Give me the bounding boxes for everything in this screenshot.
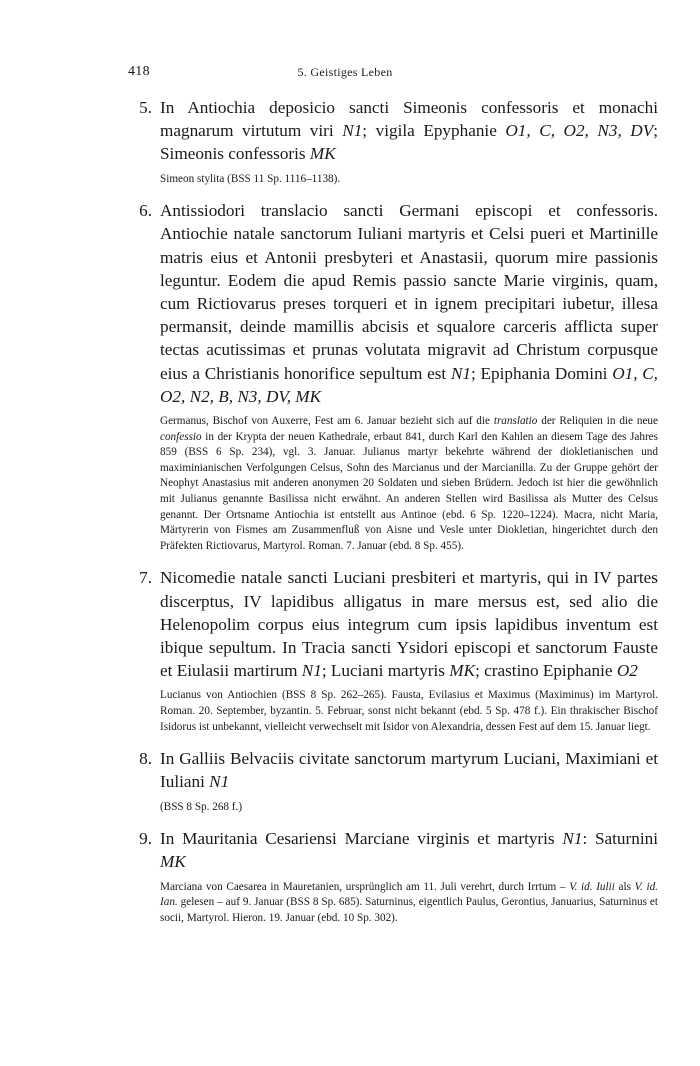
commentary-note: Lucianus von Antiochien (BSS 8 Sp. 262–265). Fausta, Evilasius et Maximus (Maximinus) im Martyrol. Roman. 20. September, byzantin. 5. Februar, sonst nicht bekannt (ebd. 5 Sp. 478 f.). Ein thrakischer Bischof Isidorus ist unbekannt, vielleicht verwechselt mit Isidor von Alexandria, dessen Fest auf dem 15. Januar liegt. [160,689,658,733]
entry-number: 9. [139,829,152,849]
commentary-note: Simeon stylita (BSS 11 Sp. 1116–1138). [160,172,341,185]
note-segment: als [614,880,635,893]
manuscript-siglum: O2 [616,661,638,681]
entry-text [128,96,658,166]
manuscript-siglum: MK [309,144,336,164]
manuscript-siglum: O1, C, O2, N2, B, N3, DV, MK [160,363,658,406]
text-segment: Antissiodori translacio sancti Germani episcopi et confessoris. Antiochie natale sanctorum Iuliani martyris et Celsi pueri et Martinille matris eius et Antonii presbyteri et Anastasii, quorum mire passionis leguntur. Eodem die apud Remis passio sancte Marie virginis, quam, cum Rictiovarus preses torqueri et in ignem precipitari iubetur, illesa permansit, deinde mamillis abcisis et squalore carceris afflicta super tectas acutissimas et prunas volutata migravit ad Christum corpusque eius a Christianis honorifice sepultum est [160,201,658,383]
text-segment: ; Luciani martyris [321,661,450,681]
note-segment: Germanus, Bischof von Auxerre, Fest am 6. Januar bezieht sich auf die [160,415,494,428]
manuscript-siglum: MK [160,852,186,872]
entry-9 [128,827,658,926]
running-head: 5. Geistiges Leben [297,65,393,79]
text-segment: : Saturnini [582,829,658,849]
text-segment: ; crastino Epiphanie [475,661,617,681]
manuscript-siglum: N1 [301,661,322,681]
entry-6 [128,199,658,554]
entry-text [128,747,658,793]
manuscript-siglum: O1, C, O2, N3, DV [505,121,654,141]
note-segment: gelesen – auf 9. Januar (BSS 8 Sp. 685). Saturninus, eigentlich Paulus, Gerontius, Januarius, Saturninus et socii, Martyrol. Hieron. 19. Januar (ebd. 10 Sp. 302). [160,896,658,924]
note-segment: in der Krypta der neuen Kathedrale, erbaut 841, durch Karl den Kahlen an diesem Tage des Jahres 859 (BSS 6 Sp. 234), vgl. 3. Januar. Julianus martyr bekehrte während der diokletianischen und maximinianischen Verfolgungen Celsus, Sohn des Marcianus und der Marcianilla. Zu der Gruppe gehört der Neophyt Anastasius mit anderen anonymen 20 Soldaten und sieben Brüdern. Jedoch ist hier die gewöhnlich mit Julianus genannte Basilissa nicht erwähnt. An anderen Stellen wird Basilissa als Mutter des Celsus genannt. Der Ortsname Antiochia ist entstellt aus Antinoe (ebd. 6 Sp. 1220–1224). Macra, nicht Maria, Märtyrerin von Fismes am Zusammenfluß von Aisne und Vesle unter Diokletian, hingerichtet durch den Präfekten Rictiovarus, Martyrol. Roman. 7. Januar (ebd. 8 Sp. 455). [160,430,658,552]
note-term: V. id. Ian. [160,880,658,909]
entry-5 [128,96,658,187]
commentary-note: (BSS 8 Sp. 268 f.) [160,800,243,813]
text-segment: In Antiochia deposicio sancti Simeonis confessoris et monachi magnarum virtutum viri [160,98,658,141]
commentary-note [160,414,658,554]
note-segment: der Reliquien in die neue [537,415,658,428]
text-segment: Nicomedie natale sancti Luciani presbiteri et martyris, qui in IV partes discerptus, IV lapidibus alligatus in mare mersus est, sed alio die Helenopolim corpus eius integrum cum ipsis lapidibus inventum est ibique sepultum. In Tracia sancti Ysidori episcopi et sanctorum Fauste et Eiulasii martirum [160,568,658,681]
entry-number: 8. [139,749,152,769]
entry-number: 6. [139,201,152,221]
commentary-note [160,880,658,927]
entry-text [128,827,658,873]
text-segment: In Mauritania Cesariensi Marciane virginis et martyris [160,829,563,849]
manuscript-siglum: N1 [342,121,363,141]
entry-number: 5. [139,98,152,117]
text-segment: ; Simeonis confessoris [160,121,658,164]
note-term: V. id. Iulii [569,880,615,893]
text-segment: ; vigila Epyphanie [362,121,506,141]
entry-7 [128,566,658,735]
note-segment: Marciana von Caesarea in Mauretanien, ursprünglich am 11. Juli verehrt, durch Irrtum – [160,880,570,893]
entry-8 [128,747,658,815]
note-term: confessio [160,430,202,443]
manuscript-siglum: N1 [209,772,230,792]
entry-text [128,566,658,682]
text-segment: In Galliis Belvaciis civitate sanctorum martyrum Luciani, Maximiani et Iuliani [160,749,658,792]
entry-number: 7. [139,568,152,588]
page-header [128,64,562,86]
manuscript-siglum: N1 [450,363,471,383]
note-term: translatio [493,415,538,428]
page-number: 418 [128,64,150,79]
manuscript-siglum: N1 [562,829,583,849]
manuscript-siglum: MK [449,661,476,681]
main-content [128,96,658,938]
text-segment: ; Epiphania Domini [471,363,613,383]
entry-text [128,199,658,408]
